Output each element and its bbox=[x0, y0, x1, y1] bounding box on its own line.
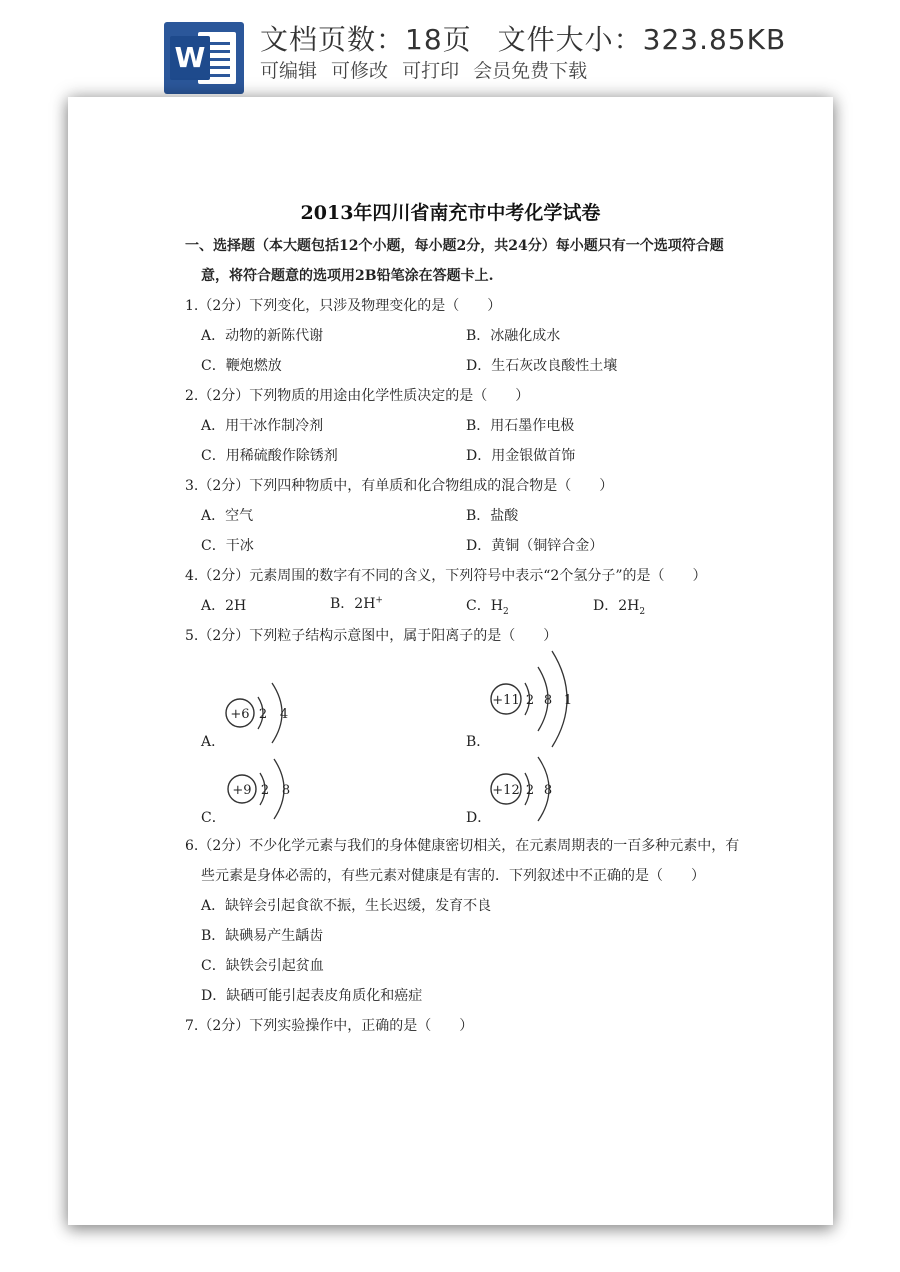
question-3-option-b: B．盐酸 bbox=[466, 508, 519, 524]
question-5-label-a: A． bbox=[201, 734, 226, 750]
question-7-stem: 7.（2分）下列实验操作中，正确的是（ ） bbox=[185, 1018, 474, 1034]
question-1-stem: 1.（2分）下列变化，只涉及物理变化的是（ ） bbox=[185, 298, 502, 314]
nucleus-charge: +6 bbox=[230, 707, 250, 722]
question-2-option-c: C．用稀硫酸作除锈剂 bbox=[201, 448, 338, 464]
question-2-option-d: D．用金银做首饰 bbox=[466, 448, 576, 464]
nucleus-charge: +11 bbox=[492, 693, 520, 708]
nucleus-charge: +12 bbox=[492, 783, 520, 798]
question-4-option-a: A．2H bbox=[201, 598, 247, 614]
shell-2-electrons: 8 bbox=[281, 783, 291, 798]
question-5-stem: 5.（2分）下列粒子结构示意图中，属于阳离子的是（ ） bbox=[185, 628, 558, 644]
shell-2-electrons: 8 bbox=[543, 693, 553, 708]
question-1-option-c: C．鞭炮燃放 bbox=[201, 358, 282, 374]
atom-diagram-c bbox=[226, 753, 306, 825]
file-size: 文件大小：323.85KB bbox=[497, 23, 787, 56]
question-2-option-a: A．用干冰作制冷剂 bbox=[201, 418, 324, 434]
file-info-title bbox=[260, 18, 786, 58]
question-3-option-a: A．空气 bbox=[201, 508, 254, 524]
question-3-stem: 3.（2分）下列四种物质中，有单质和化合物组成的混合物是（ ） bbox=[185, 478, 614, 494]
shell-3-electrons: 1 bbox=[563, 693, 573, 708]
exam-title: 2013年四川省南充市中考化学试卷 bbox=[300, 202, 601, 224]
atom-diagram-b bbox=[488, 649, 588, 749]
section-heading-line1: 一、选择题（本大题包括12个小题，每小题2分，共24分）每小题只有一个选项符合题 bbox=[185, 238, 724, 254]
nucleus-charge: +9 bbox=[232, 783, 252, 798]
atom-diagram-a bbox=[224, 677, 304, 749]
question-5-label-b: B． bbox=[466, 734, 491, 750]
question-6-option-d: D．缺硒可能引起表皮角质化和癌症 bbox=[201, 988, 423, 1004]
shell-1-electrons: 2 bbox=[260, 783, 270, 798]
question-2-option-b: B．用石墨作电极 bbox=[466, 418, 575, 434]
file-features: 可编辑 可修改 可打印 会员免费下载 bbox=[260, 60, 588, 82]
question-3-option-d: D．黄铜（铜锌合金） bbox=[466, 538, 604, 554]
question-4-option-b: B．2H+ bbox=[330, 595, 383, 612]
question-4-option-c: C．$H_2$ bbox=[466, 598, 509, 617]
page-count: 文档页数：18页 bbox=[260, 23, 472, 56]
shell-2-electrons: 8 bbox=[543, 783, 553, 798]
question-6-option-b: B．缺碘易产生龋齿 bbox=[201, 928, 324, 944]
shell-1-electrons: 2 bbox=[258, 707, 268, 722]
question-1-option-a: A．动物的新陈代谢 bbox=[201, 328, 324, 344]
word-document-icon bbox=[164, 22, 244, 94]
question-6-option-c: C．缺铁会引起贫血 bbox=[201, 958, 324, 974]
question-4-stem: 4.（2分）元素周围的数字有不同的含义，下列符号中表示“2个氢分子”的是（ ） bbox=[185, 568, 707, 584]
question-5-label-d: D． bbox=[466, 810, 492, 826]
shell-1-electrons: 2 bbox=[525, 693, 535, 708]
question-6-stem-line1: 6.（2分）不少化学元素与我们的身体健康密切相关，在元素周期表的一百多种元素中，有 bbox=[185, 838, 740, 854]
shell-2-electrons: 4 bbox=[279, 707, 289, 722]
question-4-option-d: D．$2H_2$ bbox=[593, 598, 646, 617]
question-3-option-c: C．干冰 bbox=[201, 538, 254, 554]
word-letter-tile: W bbox=[170, 36, 210, 80]
question-2-stem: 2.（2分）下列物质的用途由化学性质决定的是（ ） bbox=[185, 388, 530, 404]
shell-1-electrons: 2 bbox=[525, 783, 535, 798]
question-1-option-d: D．生石灰改良酸性土壤 bbox=[466, 358, 618, 374]
atom-diagram-d bbox=[488, 753, 578, 825]
document-page bbox=[68, 97, 833, 1225]
question-1-option-b: B．冰融化成水 bbox=[466, 328, 561, 344]
section-heading-line2: 意，将符合题意的选项用2B铅笔涂在答题卡上. bbox=[201, 268, 494, 284]
question-5-label-c: C． bbox=[201, 810, 226, 826]
question-6-option-a: A．缺锌会引起食欲不振，生长迟缓，发育不良 bbox=[201, 898, 492, 914]
question-6-stem-line2: 些元素是身体必需的，有些元素对健康是有害的．下列叙述中不正确的是（ ） bbox=[201, 868, 705, 884]
download-header bbox=[0, 0, 900, 100]
